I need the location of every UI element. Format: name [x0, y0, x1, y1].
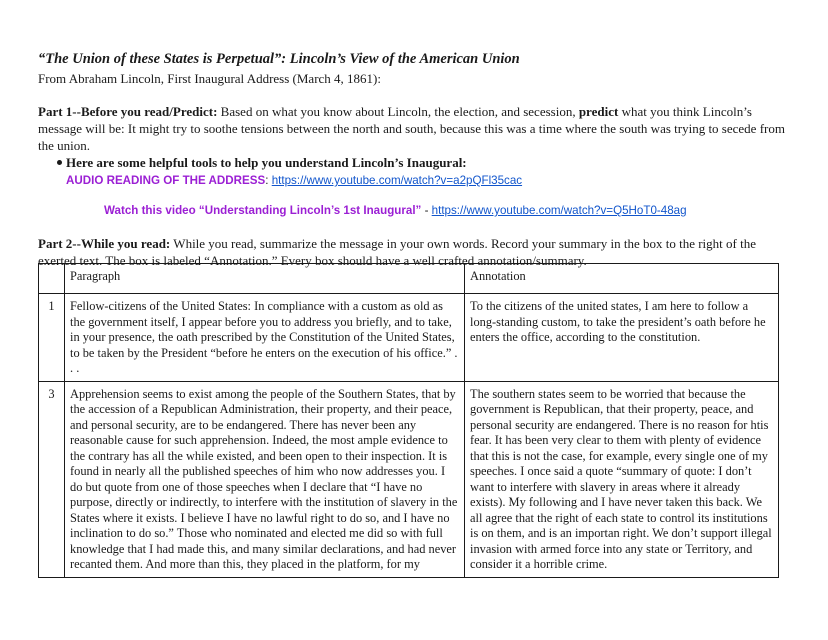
video-label: Watch this video “Understanding Lincoln’s 1st Inaugural”: [104, 204, 422, 217]
bullet-dot-icon: [57, 160, 62, 165]
document-body: [38, 50, 790, 269]
paragraph-cell: Fellow-citizens of the United States: In compliance with a custom as old as the government itself, I appear before you to address you briefly, and to take, in your presence, the oath prescribed by the Constitution of the United States, to be taken by the President “before he enters on the execution of his office.” . . .: [65, 294, 465, 382]
table-row: [39, 381, 779, 577]
part1-paragraph: [38, 103, 790, 154]
paragraph-cell: Apprehension seems to exist among the people of the Southern States, that by the accession of a Republican Administration, their property, and their peace, and personal security, are to be endangered. There has never been any reasonable cause for such apprehension. Indeed, the most ample evidence to the contrary has all the while existed, and been open to their inspection. It is found in nearly all the published speeches of him who now addresses you. I do but quote from one of those speeches when I declare that “I have no purpose, directly or indirectly, to interfere with the institution of slavery in the States where it exists. I believe I have no lawful right to do so, and I have no inclination to do so.” Those who nominated and elected me did so with full knowledge that I had made this, and many similar declarations, and had never recanted them. And more than this, they placed in the platform, for my: [65, 381, 465, 577]
part1-label: Part 1--Before you read/Predict:: [38, 104, 218, 119]
part2-text: While you read, summarize the message in your own words. Record your summary in the box to the right of the exerted text. The box is labeled “Annotation.” Every box should have a well crafted annotation/summary.: [38, 236, 756, 268]
table-header-row: [39, 264, 779, 294]
part1-text-a: Based on what you know about Lincoln, the election, and secession,: [217, 104, 579, 119]
predict-word: predict: [578, 104, 619, 119]
video-sep: -: [421, 204, 432, 217]
header-annotation-cell: Annotation: [465, 264, 779, 294]
tools-bullet-text: Here are some helpful tools to help you understand Lincoln’s Inaugural:: [66, 155, 467, 170]
video-link[interactable]: https://www.youtube.com/watch?v=Q5HoT0-48ag: [431, 204, 687, 217]
video-line: [104, 202, 790, 219]
annotation-cell[interactable]: To the citizens of the united states, I am here to follow a long-standing custom, to take the president’s oath before he enters the office, according to the constitution.: [465, 294, 779, 382]
part2-label: Part 2--While you read:: [38, 236, 171, 251]
audio-link[interactable]: https://www.youtube.com/watch?v=a2pQFl35cac: [271, 174, 523, 187]
header-paragraph-cell: Paragraph: [65, 264, 465, 294]
header-num-cell: [39, 264, 65, 294]
part1-text-b: what you think Lincoln’s message will be: It might try to soothe tensions between the north and south, because this was a time where the south was trying to secede from the union.: [38, 104, 785, 153]
audio-sep: :: [265, 174, 272, 187]
annotation-table: [38, 263, 779, 578]
document-source: From Abraham Lincoln, First Inaugural Address (March 4, 1861):: [38, 71, 381, 86]
annotation-cell[interactable]: The southern states seem to be worried that because the government is Republican, that their property, peace, and personal security are endangered. There is no reason for htis fear. It has been very clear to them with plenty of evidence that this is not the case, for example, every single one of my speeches. I once said a quote “summary of quote: I don’t want to interfere with slavery in areas where it already exists). My following and I have never taken this back. We all agree that the right of each state to control its institutions is on them, and is an importan right. We don’t support illegal invasion with armed force into any state or Territory, and consider it a horrible crime.: [465, 381, 779, 577]
document-title: “The Union of these States is Perpetual”: Lincoln’s View of the American Union: [38, 51, 520, 67]
row-number: 1: [39, 294, 65, 382]
tools-bullet: [66, 154, 790, 189]
audio-label: AUDIO READING OF THE ADDRESS: [66, 174, 266, 187]
row-number: 3: [39, 381, 65, 577]
table-row: [39, 294, 779, 382]
